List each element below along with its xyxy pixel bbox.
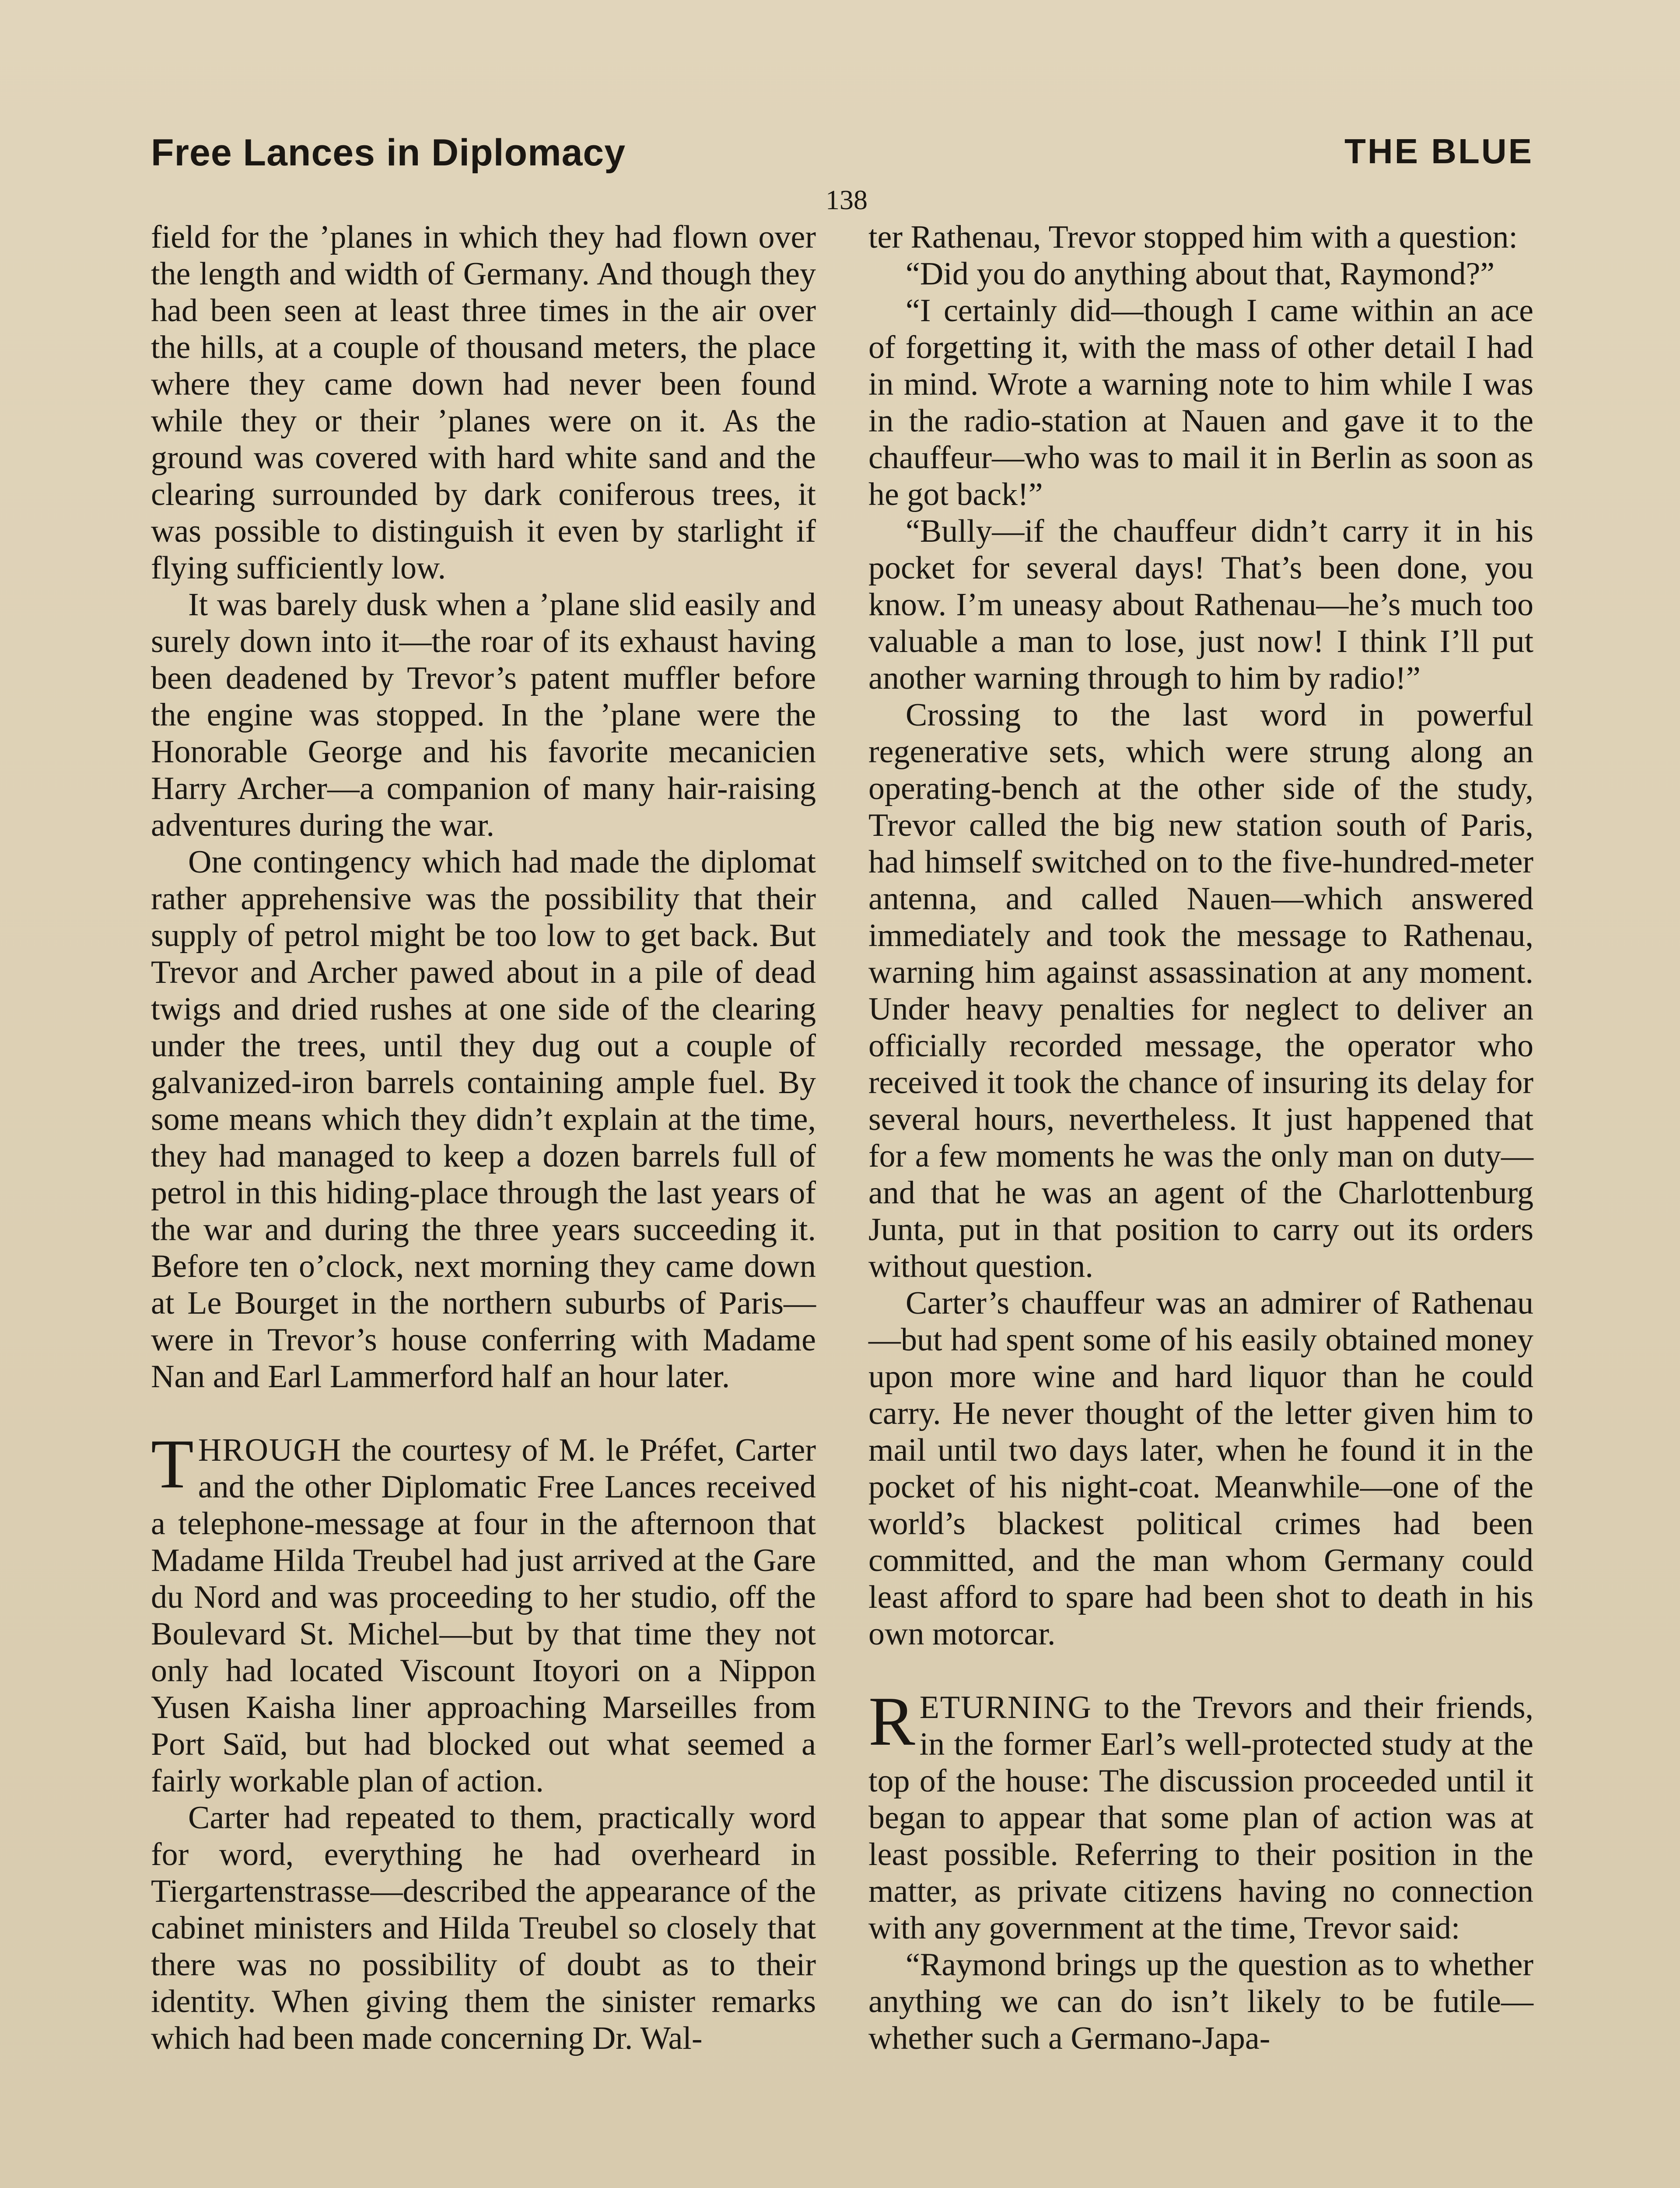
paragraph: One contingency which had made the diplomat rather apprehensive was the possibility that their supply of petrol might be too low to get back. But Trevor and Archer pawed about in a pile of dead twigs and dried rushes at one side of the clearing under the trees, until they dug out a couple of galvanized-iron barrels containing ample fuel. By some means which they didn’t explain at the time, they had managed to keep a dozen barrels full of petrol in this hiding-place through the last years of the war and during the three years succeeding it. Before ten o’clock, next morning they came down at Le Bourget in the northern suburbs of Paris—were in Trevor’s house conferring with Madame Nan and Earl Lammerford half an hour later. [151,844,816,1395]
paragraph: Carter’s chauffeur was an admirer of Rathenau—but had spent some of his easily obtained money upon more wine and hard liquor than he could carry. He never thought of the letter given him to mail until two days later, when he found it in the pocket of his night-coat. Meanwhile—one of the world’s blackest political crimes had been committed, and the man whom Germany could least afford to spare had been shot to death in his own motorcar. [868,1285,1533,1652]
paragraph: Crossing to the last word in powerful regenerative sets, which were strung along an operating-bench at the other side of the study, Trevor called the big new station south of Paris, had himself switched on to the five-hundred-meter antenna, and called Nauen—which answered immediately and took the message to Rathenau, warning him against assassination at any moment. Under heavy penalties for neglect to deliver an officially recorded message, the operator who received it took the chance of insuring its delay for several hours, nevertheless. It just happened that for a few moments he was the only man on duty—and that he was an agent of the Charlottenburg Junta, put in that position to carry out its orders without question. [868,697,1533,1284]
paragraph: field for the ’planes in which they had flown over the length and width of Germany. And though they had been seen at least three times in the air over the hills, at a couple of thousand meters, the place where they came down had never been found while they or their ’planes were on it. As the ground was covered with hard white sand and the clearing surrounded by dark coniferous trees, it was possible to distinguish it even by starlight if flying sufficiently low. [151,219,816,586]
paragraph: “Raymond brings up the question as to whether anything we can do isn’t likely to be futile—whether such a Germano-Japa- [868,1947,1533,2056]
page-header [151,131,1533,188]
text-columns [151,219,1533,2188]
small-caps-lead: HROUGH [198,1432,342,1468]
paragraph: “Did you do anything about that, Raymond?” [906,256,1495,292]
paragraph-text: to the Trevors and their friends, in the former Earl’s well-protected study at the top of the house: The discussion proceeded until it began to appear that some plan of action was at least possible. Referring to their position in the matter, as private citizens having no connection with any government at the time, Trevor said: [868,1690,1533,1946]
left-column [151,219,816,2188]
paragraph: It was barely dusk when a ’plane slid easily and surely down into it—the roar of its exhaust having been deadened by Trevor’s patent muffler before the engine was stopped. In the ’plane were the Honorable George and his favorite mecanicien Harry Archer—a companion of many hair-raising adventures during the war. [151,587,816,843]
drop-cap: T [151,1425,194,1503]
section-opening-paragraph [151,1425,816,1799]
drop-cap: R [868,1682,915,1760]
paragraph: “Bully—if the chauffeur didn’t carry it in his pocket for several days! That’s been done, you know. I’m uneasy about Rathenau—he’s much too valuable a man to lose, just now! I think I’ll put another warning through to him by radio!” [868,513,1533,696]
paragraph: “I certainly did—though I came within an ace of forgetting it, with the mass of other detail I had in mind. Wrote a warning note to him while I was in the radio-station at Nauen and gave it to the chauffeur—who was to mail it in Berlin as soon as he got back!” [868,293,1533,512]
small-caps-lead: ETURNING [919,1690,1092,1725]
story-title: Free Lances in Diplomacy [151,132,626,174]
paragraph-text: the courtesy of M. le Préfet, Carter and the other Diplomatic Free Lances received a telephone-message at four in the afternoon that Madame Hilda Treubel had just arrived at the Gare du Nord and was proceeding to her studio, off the Boulevard St. Michel—but by that time they not only had located Viscount Itoyori on a Nippon Yusen Kaisha liner approaching Marseilles from Port Saïd, but had blocked out what seemed a fairly workable plan of action. [151,1432,816,1799]
magazine-title: THE BLUE [1344,132,1533,171]
paragraph: ter Rathenau, Trevor stopped him with a question: [868,219,1518,255]
paragraph: Carter had repeated to them, practically word for word, everything he had overheard in Tiergartenstrasse—described the appearance of the cabinet ministers and Hilda Treubel so closely that there was no possibility of doubt as to their identity. When giving them the sinister remarks which had been made concerning Dr. Wal- [151,1800,816,2056]
section-opening-paragraph [868,1682,1533,1946]
page-number: 138 [826,184,868,215]
right-column [868,219,1533,2188]
